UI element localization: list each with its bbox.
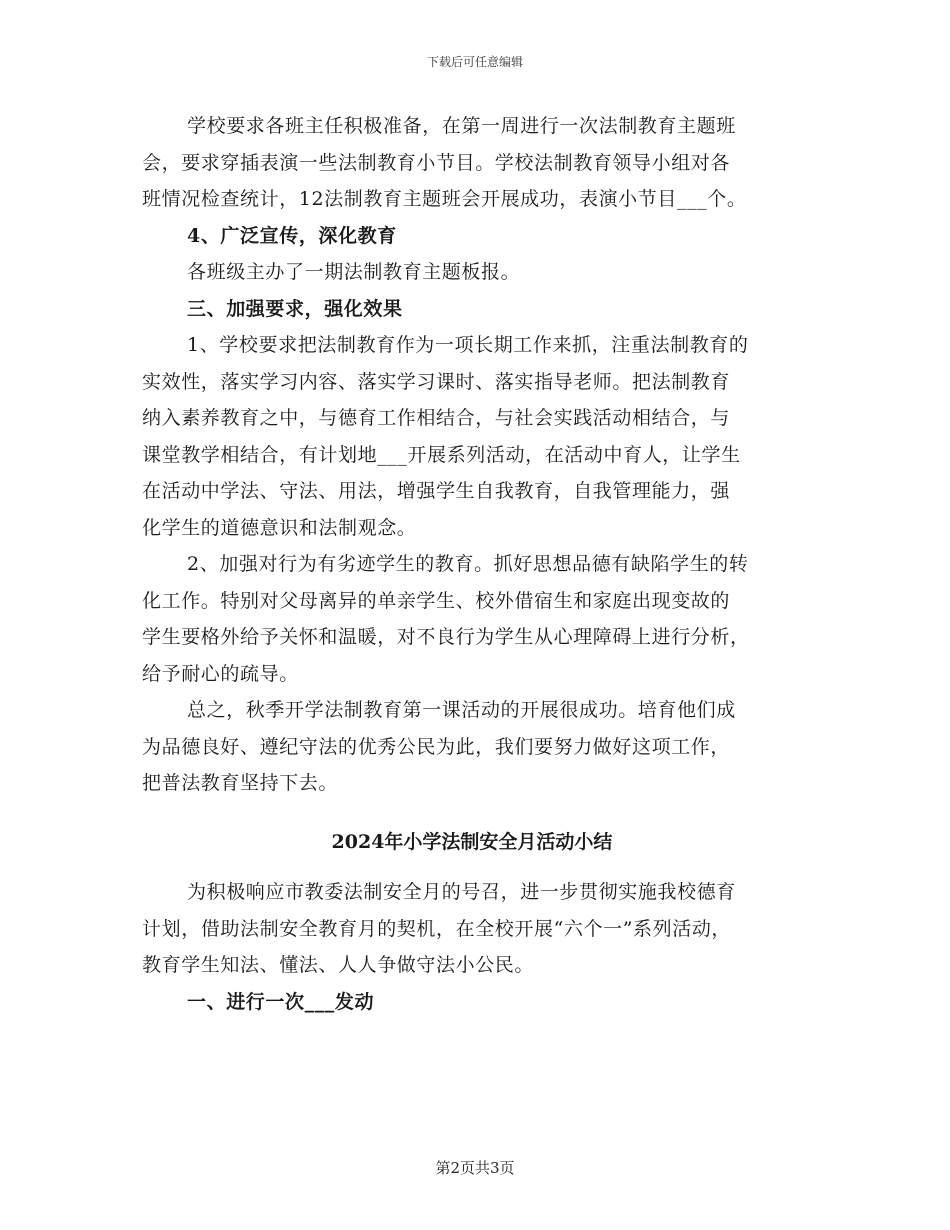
- text-line: 班情况检查统计，12法制教育主题班会开展成功，表演小节目___个。: [142, 188, 747, 210]
- text-line: 各班级主办了一期法制教育主题板报。: [187, 261, 521, 283]
- body-paragraph: [142, 108, 842, 218]
- body-paragraph: [142, 692, 842, 802]
- text-line: 实效性，落实学习内容、落实学习课时、落实指导老师。把法制教育: [142, 370, 731, 393]
- text-line: 在活动中学法、守法、用法，增强学生自我教育，自我管理能力，强: [142, 480, 731, 502]
- subheading: 4、广泛宣传，深化教育: [187, 224, 397, 247]
- body-paragraph: [142, 874, 842, 984]
- text-line: 化学生的道德意识和法制观念。: [142, 516, 417, 539]
- body-paragraph: [142, 546, 842, 692]
- section-heading: 三、加强要求，强化效果: [187, 297, 403, 320]
- text-line: 化工作。特别对父母离异的单亲学生、校外借宿生和家庭出现变故的: [142, 589, 731, 612]
- text-line: 纳入素养教育之中，与德育工作相结合，与社会实践活动相结合，与: [142, 407, 731, 429]
- text-line: 教育学生知法、懂法、人人争做守法小公民。: [142, 954, 535, 976]
- text-line: 把普法教育坚持下去。: [142, 772, 339, 794]
- section-title: 2024年小学法制安全月活动小结: [331, 830, 613, 853]
- page-number: 第2页共3页: [435, 1159, 515, 1177]
- text-line: 总之，秋季开学法制教育第一课活动的开展很成功。培育他们成: [187, 699, 736, 721]
- text-line: 为积极响应市教委法制安全月的号召，进一步贯彻实施我校德育: [187, 881, 736, 903]
- text-line: 学校要求各班主任积极准备，在第一周进行一次法制教育主题班: [187, 115, 736, 137]
- text-line: 课堂教学相结合，有计划地___开展系列活动，在活动中育人，让学生: [142, 443, 741, 466]
- text-line: 2、加强对行为有劣迹学生的教育。抓好思想品德有缺陷学生的转: [187, 553, 749, 575]
- text-line: 给予耐心的疏导。: [142, 662, 299, 685]
- text-line: 计划，借助法制安全教育月的契机，在全校开展“六个一”系列活动，: [142, 917, 732, 940]
- text-line: 为品德良好、遵纪守法的优秀公民为此，我们要努力做好这项工作，: [142, 735, 731, 758]
- page-header-note: 下载后可任意编辑: [426, 55, 523, 69]
- document-body: [142, 108, 842, 1020]
- body-paragraph: [142, 327, 842, 546]
- text-line: 会，要求穿插表演一些法制教育小节目。学校法制教育领导小组对各: [142, 151, 731, 174]
- text-line: 学生要格外给予关怀和温暖，对不良行为学生从心理障碍上进行分析，: [142, 626, 750, 648]
- text-line: 1、学校要求把法制教育作为一项长期工作来抓，注重法制教育的: [187, 334, 749, 356]
- section-heading: 一、进行一次___发动: [187, 990, 375, 1013]
